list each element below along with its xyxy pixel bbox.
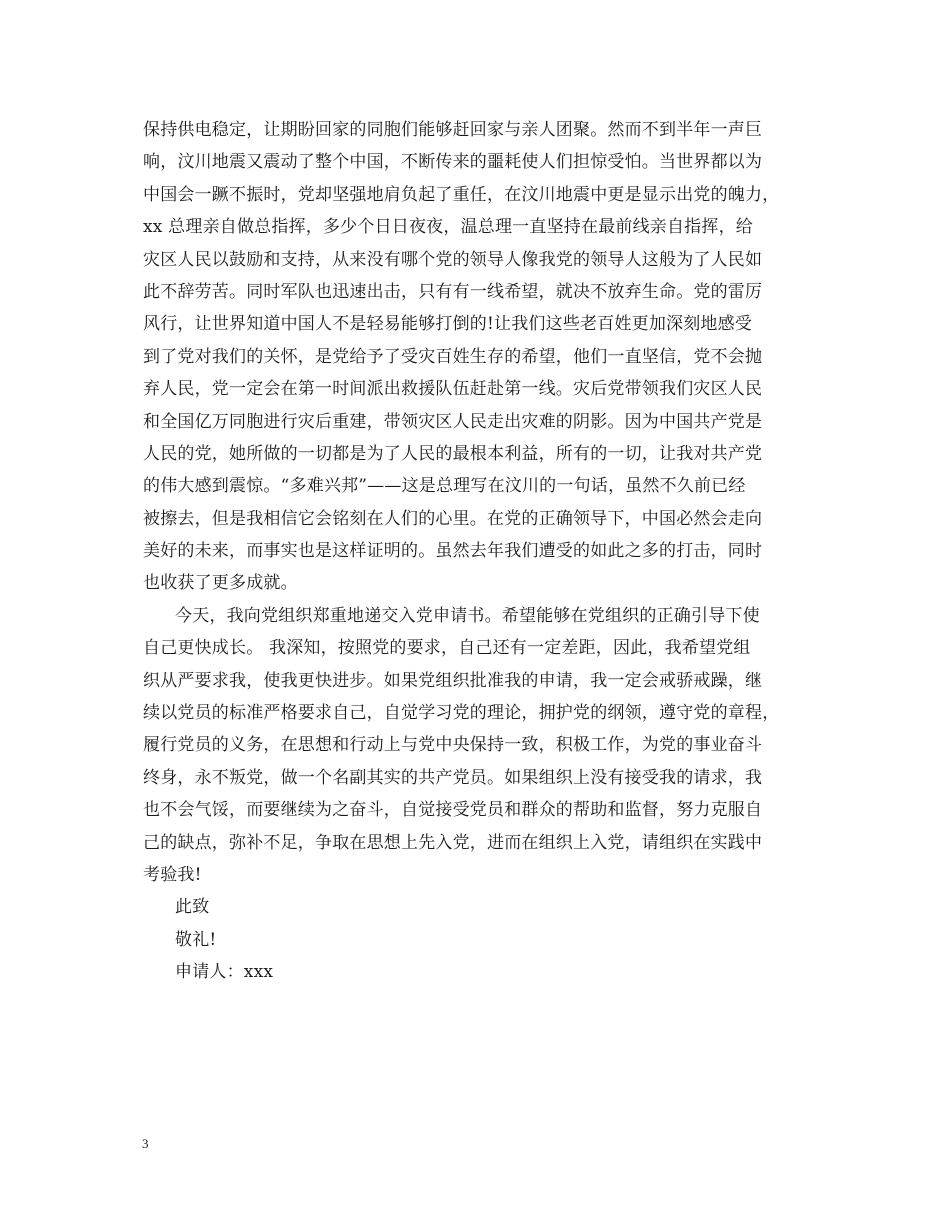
body-line: 和全国亿万同胞进行灾后重建，带领灾区人民走出灾难的阴影。因为中国共产党是 <box>143 411 763 432</box>
body-line: 灾区人民以鼓励和支持，从来没有哪个党的领导人像我党的领导人这般为了人民如 <box>143 249 763 270</box>
body-line: 考验我! <box>143 864 202 885</box>
body-line: 弃人民，党一定会在第一时间派出救援队伍赶赴第一线。灾后党带领我们灾区人民 <box>143 379 763 400</box>
body-line: 也不会气馁，而要继续为之奋斗，自觉接受党员和群众的帮助和监督，努力克服自 <box>143 800 763 821</box>
body-line: 的伟大感到震惊。“多难兴邦”——这是总理写在汶川的一句话，虽然不久前已经 <box>143 476 746 497</box>
paragraph-start-line: 今天，我向党组织郑重地递交入党申请书。希望能够在党组织的正确引导下使 <box>175 605 760 626</box>
body-line: 续以党员的标准严格要求自己，自觉学习党的理论，拥护党的纲领，遵守党的章程， <box>143 703 780 724</box>
closing-regards: 敬礼! <box>175 929 217 950</box>
body-line: 自己更快成长。 我深知，按照党的要求，自己还有一定差距，因此，我希望党组 <box>143 638 751 659</box>
body-line: 保持供电稳定，让期盼回家的同胞们能够赶回家与亲人团聚。然而不到半年一声巨 <box>143 120 763 140</box>
body-line: 己的缺点，弥补不足，争取在思想上先入党，进而在组织上入党，请组织在实践中 <box>143 832 763 853</box>
letter-body <box>143 114 843 989</box>
body-line: 人民的党，她所做的一切都是为了人民的最根本利益，所有的一切，让我对共产党 <box>143 443 763 464</box>
body-line: 美好的未来，而事实也是这样证明的。虽然去年我们遭受的如此之多的打击，同时 <box>143 541 763 562</box>
body-line: 被擦去，但是我相信它会铭刻在人们的心里。在党的正确领导下，中国必然会走向 <box>143 508 763 529</box>
body-line: 履行党员的义务，在思想和行动上与党中央保持一致，积极工作，为党的事业奋斗 <box>143 735 763 756</box>
body-line: 中国会一蹶不振时，党却坚强地肩负起了重任，在汶川地震中更是显示出党的魄力， <box>143 184 780 205</box>
applicant-signature: 申请人：xxx <box>175 962 274 983</box>
body-line: 也收获了更多成就。 <box>143 573 298 594</box>
body-line: 此不辞劳苦。同时军队也迅速出击，只有有一线希望，就决不放弃生命。党的雷厉 <box>143 281 763 302</box>
page-number: 3 <box>142 1136 149 1151</box>
body-line: 响，汶川地震又震动了整个中国，不断传来的噩耗使人们担惊受怕。当世界都以为 <box>143 152 763 173</box>
body-line: 织从严要求我，使我更快进步。如果党组织批准我的申请，我一定会戒骄戒躁，继 <box>143 670 763 691</box>
body-line: xx 总理亲自做总指挥，多少个日日夜夜，温总理一直坚持在最前线亲自指挥，给 <box>143 217 753 238</box>
body-line: 风行，让世界知道中国人不是轻易能够打倒的!让我们这些老百姓更加深刻地感受 <box>143 314 753 335</box>
body-line: 终身，永不叛党，做一个名副其实的共产党员。如果组织上没有接受我的请求，我 <box>143 767 763 788</box>
closing-salutation: 此致 <box>175 897 210 918</box>
body-line: 到了党对我们的关怀，是党给予了受灾百姓生存的希望，他们一直坚信，党不会抛 <box>143 346 763 367</box>
